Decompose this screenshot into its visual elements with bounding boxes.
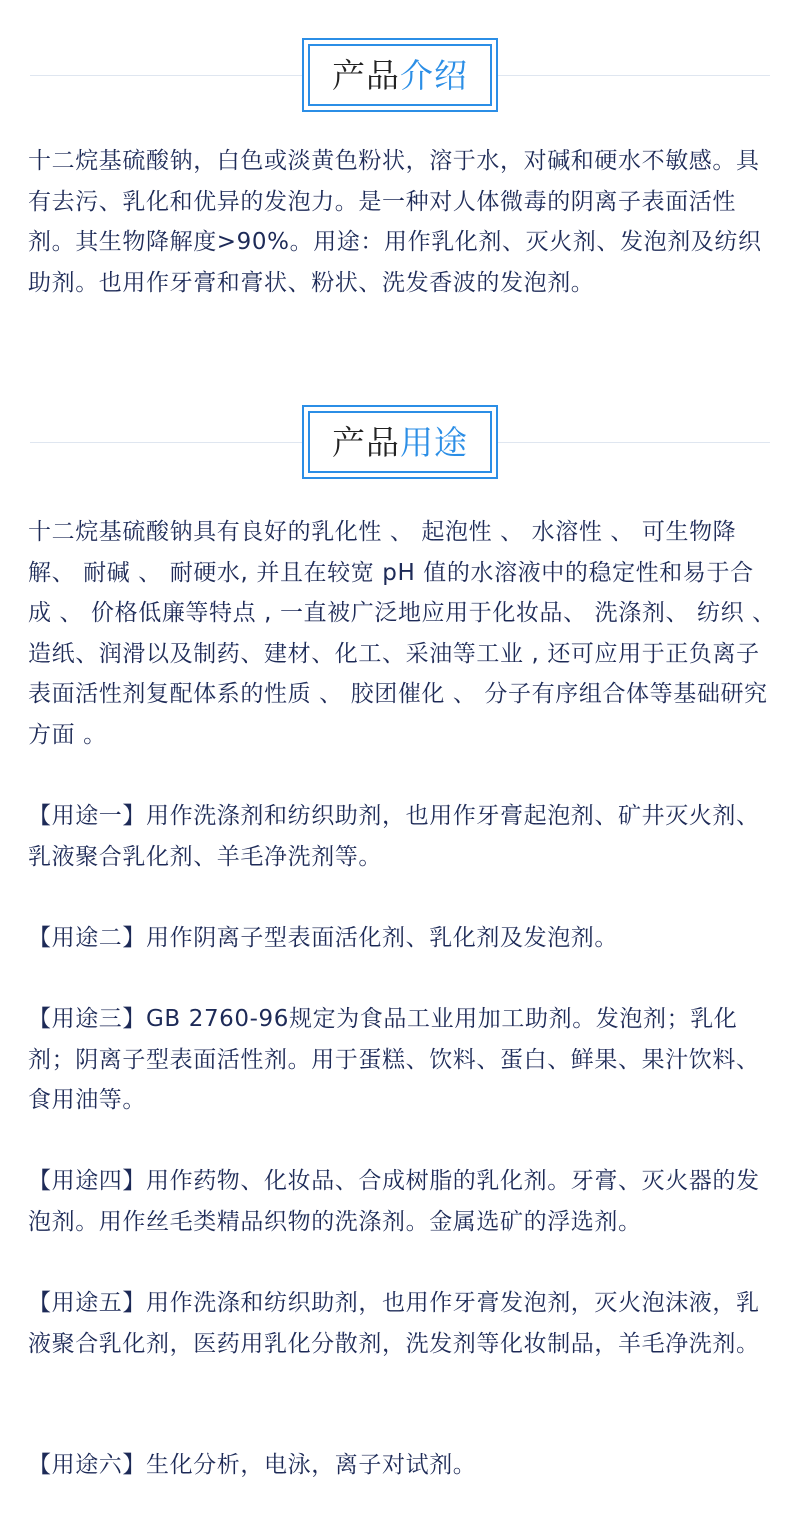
intro-header	[0, 38, 800, 112]
usage-title	[308, 411, 492, 473]
usage-item-1: 【用途一】用作洗涤剂和纺织助剂，也用作牙膏起泡剂、矿井灭火剂、乳液聚合乳化剂、羊毛净洗剂等。	[28, 803, 760, 870]
intro-paragraph: 十二烷基硫酸钠，白色或淡黄色粉状，溶于水，对碱和硬水不敏感。具有去污、乳化和优异的发泡力。是一种对人体微毒的阴离子表面活性剂。其生物降解度>90%。用途：用作乳化剂、灭火剂、发泡剂及纺织助剂。也用作牙膏和膏状、粉状、洗发香波的发泡剂。	[28, 148, 762, 296]
intro-title-box	[302, 38, 498, 112]
usage-title-blue: 用途	[400, 422, 468, 462]
intro-title-blue: 介绍	[400, 55, 468, 95]
usage-title-dark: 产品	[332, 422, 400, 462]
usage-header	[0, 405, 800, 479]
usage-item-2: 【用途二】用作阴离子型表面活化剂、乳化剂及发泡剂。	[28, 925, 618, 951]
usage-item-5: 【用途五】用作洗涤和纺织助剂，也用作牙膏发泡剂，灭火泡沫液，乳液聚合乳化剂，医药用乳化分散剂，洗发剂等化妆制品，羊毛净洗剂。	[28, 1290, 760, 1357]
intro-title-dark: 产品	[332, 55, 400, 95]
usage-item-3: 【用途三】GB 2760-96规定为食品工业用加工助剂。发泡剂；乳化剂；阴离子型表面活性剂。用于蛋糕、饮料、蛋白、鲜果、果汁饮料、食用油等。	[28, 1006, 760, 1113]
usage-item-6: 【用途六】生化分析，电泳，离子对试剂。	[28, 1452, 477, 1478]
usage-item-4: 【用途四】用作药物、化妆品、合成树脂的乳化剂。牙膏、灭火器的发泡剂。用作丝毛类精品织物的洗涤剂。金属选矿的浮选剂。	[28, 1168, 760, 1235]
intro-title	[308, 44, 492, 106]
usage-title-box	[302, 405, 498, 479]
usage-paragraph: 十二烷基硫酸钠具有良好的乳化性 、 起泡性 、 水溶性 、 可生物降解、 耐碱 、 耐硬水, 并且在较宽 pH 值的水溶液中的稳定性和易于合成 、 价格低廉等特点 , 一直被广泛地应用于化妆品、 洗涤剂、 纺织 、 造纸、润滑以及制药、建材、化工、采油等工业 , 还可应用于正负离子表面活性剂复配体系的性质 、 胶团催化 、 分子有序组合体等基础研究方面 。	[28, 519, 776, 748]
